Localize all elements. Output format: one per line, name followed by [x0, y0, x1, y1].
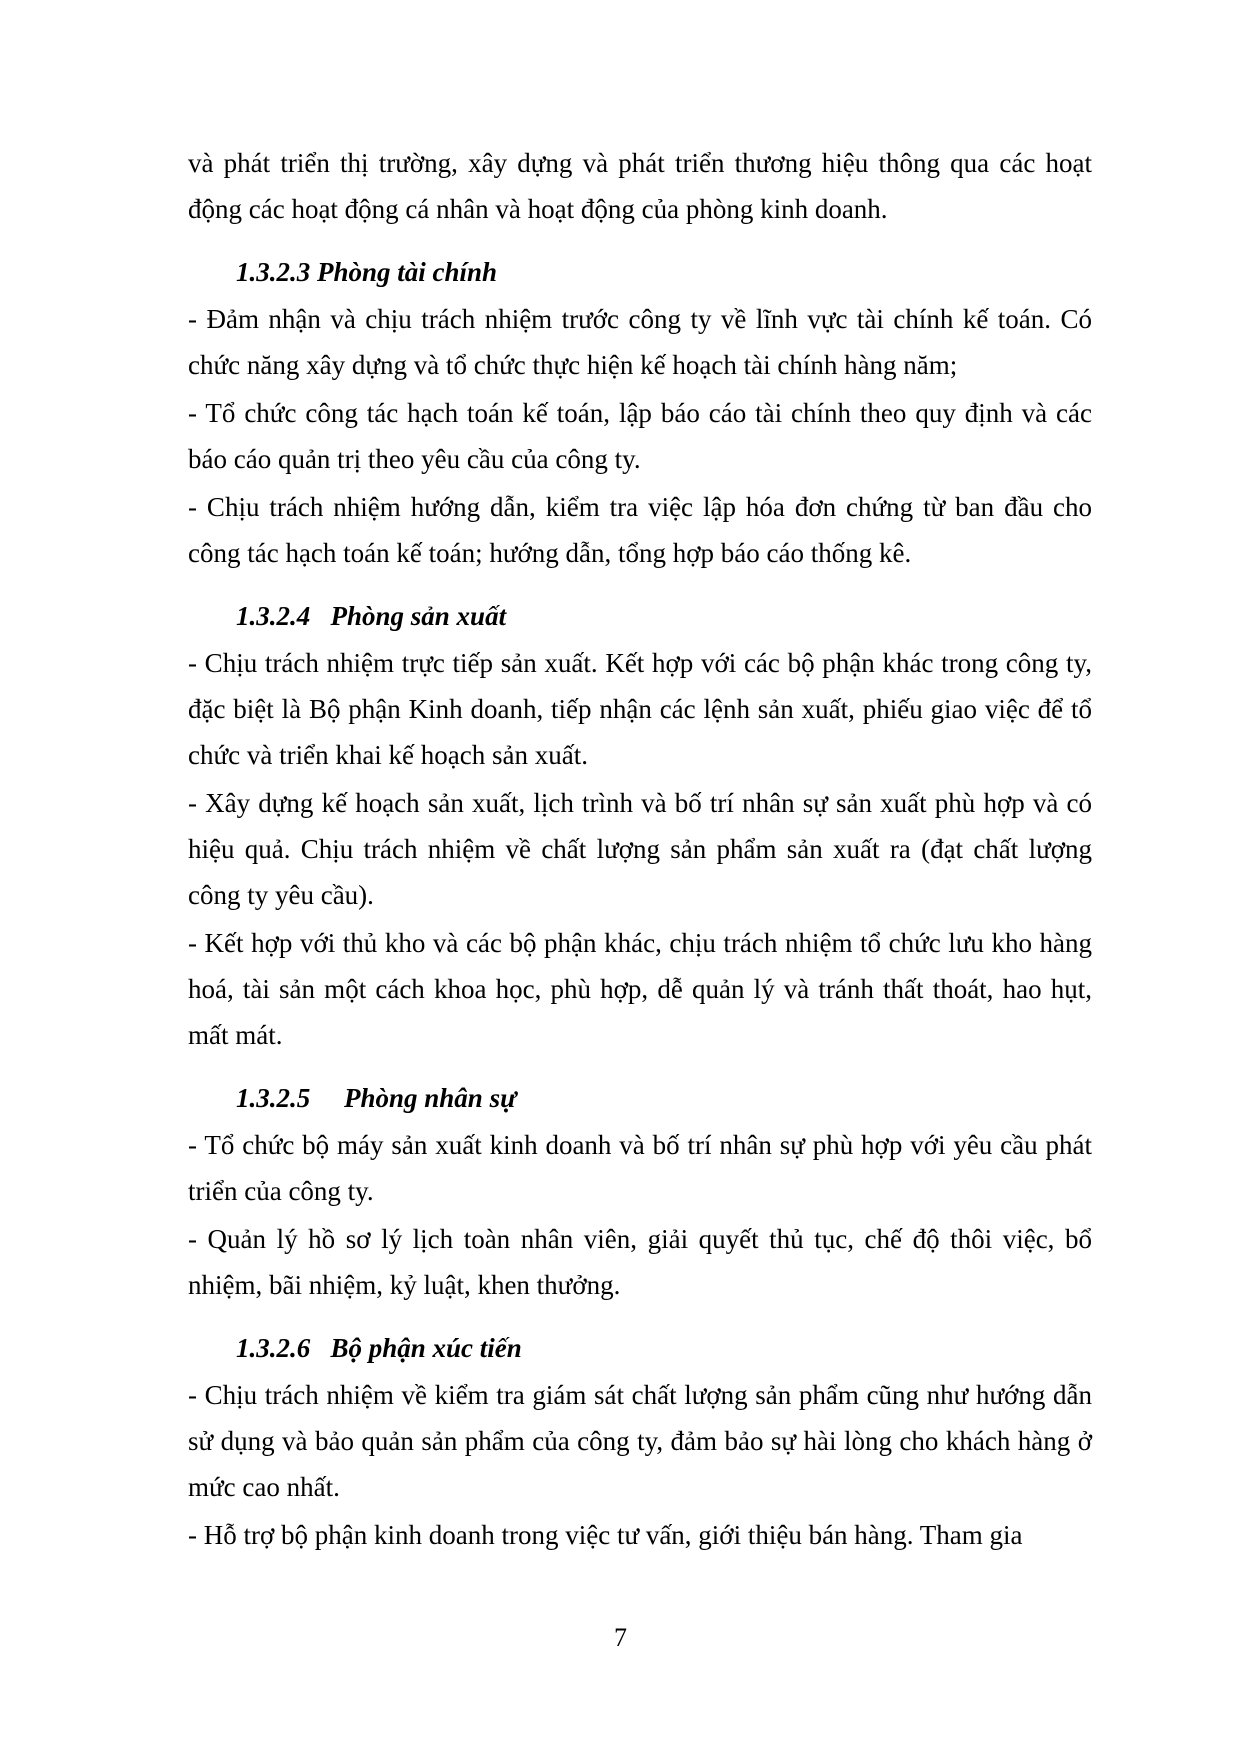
page-number: 7 [614, 1623, 627, 1652]
list-item: - Tổ chức công tác hạch toán kế toán, lập báo cáo tài chính theo quy định và các báo cáo quản trị theo yêu cầu của công ty. [188, 398, 1092, 474]
list-item: - Chịu trách nhiệm trực tiếp sản xuất. Kết hợp với các bộ phận khác trong công ty, đặc biệt là Bộ phận Kinh doanh, tiếp nhận các lệnh sản xuất, phiếu giao việc để tổ chức và triển khai kế hoạch sản xuất. [188, 648, 1092, 770]
list-item: - Chịu trách nhiệm về kiểm tra giám sát chất lượng sản phẩm cũng như hướng dẫn sử dụng và bảo quản sản phẩm của công ty, đảm bảo sự hài lòng cho khách hàng ở mức cao nhất. [188, 1380, 1092, 1502]
list-item: - Hỗ trợ bộ phận kinh doanh trong việc tư vấn, giới thiệu bán hàng. Tham gia [188, 1520, 1023, 1550]
list-item: - Đảm nhận và chịu trách nhiệm trước công ty về lĩnh vực tài chính kế toán. Có chức năng xây dựng và tổ chức thực hiện kế hoạch tài chính hàng năm; [188, 304, 1092, 380]
section-heading-promotion: 1.3.2.6 Bộ phận xúc tiến [236, 1333, 522, 1363]
list-item: - Tổ chức bộ máy sản xuất kinh doanh và bố trí nhân sự phù hợp với yêu cầu phát triển của công ty. [188, 1130, 1092, 1206]
section-heading-finance: 1.3.2.3 Phòng tài chính [236, 257, 498, 287]
section-hr [188, 1074, 1092, 1308]
page-content [188, 140, 1092, 1560]
section-promotion [188, 1324, 1092, 1558]
list-item: - Quản lý hồ sơ lý lịch toàn nhân viên, giải quyết thủ tục, chế độ thôi việc, bổ nhiệm, bãi nhiệm, kỷ luật, khen thưởng. [188, 1224, 1092, 1300]
intro-paragraph: và phát triển thị trường, xây dựng và phát triển thương hiệu thông qua các hoạt động các hoạt động cá nhân và hoạt động của phòng kinh doanh. [188, 148, 1092, 224]
section-production [188, 592, 1092, 1058]
list-item: - Xây dựng kế hoạch sản xuất, lịch trình và bố trí nhân sự sản xuất phù hợp và có hiệu quả. Chịu trách nhiệm về chất lượng sản phẩm sản xuất ra (đạt chất lượng công ty yêu cầu). [188, 788, 1092, 910]
section-finance [188, 248, 1092, 576]
list-item: - Kết hợp với thủ kho và các bộ phận khác, chịu trách nhiệm tổ chức lưu kho hàng hoá, tài sản một cách khoa học, phù hợp, dễ quản lý và tránh thất thoát, hao hụt, mất mát. [188, 928, 1092, 1050]
section-heading-hr: 1.3.2.5 Phòng nhân sự [236, 1083, 517, 1113]
section-heading-production: 1.3.2.4 Phòng sản xuất [236, 601, 507, 631]
list-item: - Chịu trách nhiệm hướng dẫn, kiểm tra việc lập hóa đơn chứng từ ban đầu cho công tác hạch toán kế toán; hướng dẫn, tổng hợp báo cáo thống kê. [188, 492, 1092, 568]
